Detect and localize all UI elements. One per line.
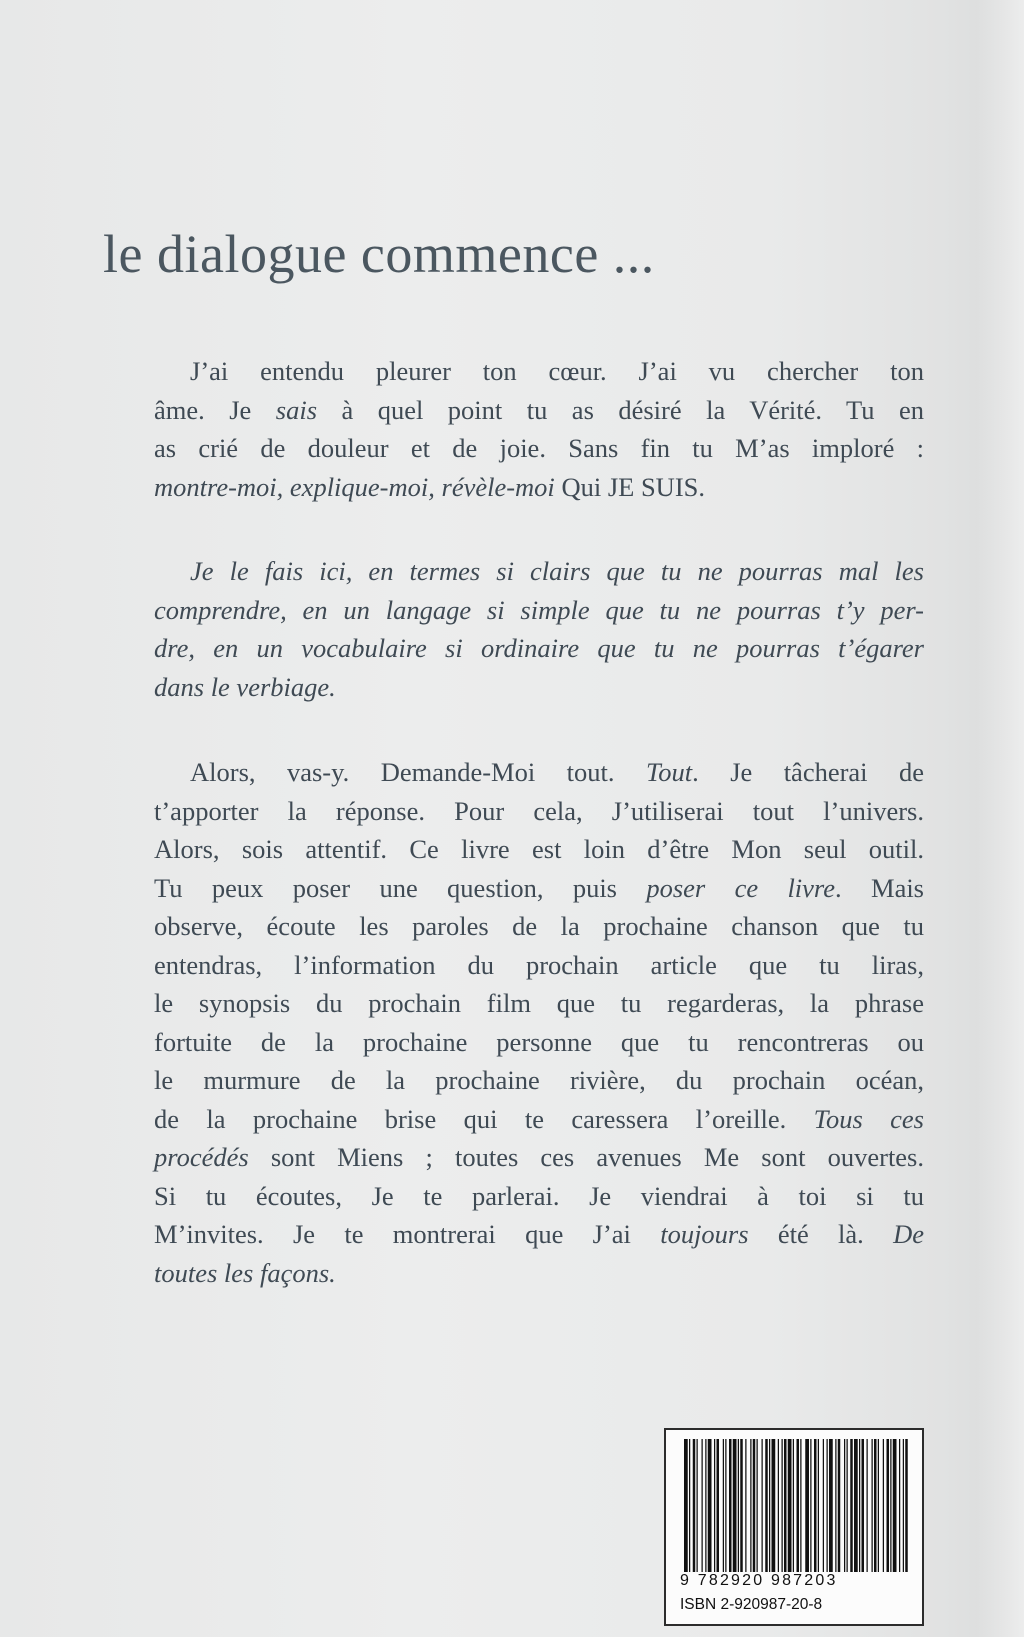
barcode-bar — [810, 1439, 811, 1579]
isbn-number: ISBN 2-920987-20-8 — [680, 1596, 823, 1613]
text-run: le murmure de la prochaine rivière, du prochain océan, — [154, 1065, 924, 1095]
italic-run: toujours — [660, 1219, 749, 1249]
text-run: de la prochaine brise qui te caressera l’oreille. — [154, 1103, 814, 1134]
barcode-bar — [753, 1439, 756, 1579]
italic-run: procédés — [154, 1142, 249, 1172]
text-run: sont Miens ; toutes ces avenues Me sont ouvertes. — [248, 1142, 924, 1172]
barcode-bar — [829, 1439, 833, 1579]
barcode-bar — [862, 1439, 865, 1579]
text-run: M’invites. Je te montrerai que J’ai — [154, 1219, 661, 1249]
barcode-bar — [784, 1439, 787, 1579]
barcode-bar — [838, 1439, 841, 1579]
barcode-bar — [750, 1439, 751, 1579]
barcode-bars — [680, 1439, 912, 1589]
barcode-bar — [844, 1439, 845, 1579]
text-line — [154, 753, 924, 792]
text-run: as crié de douleur et de joie. Sans fin tu M’as imploré : — [154, 433, 924, 463]
barcode-bar — [762, 1439, 763, 1579]
barcode-bar — [847, 1439, 848, 1579]
paragraph-2 — [154, 552, 924, 706]
italic-run: Tous ces — [813, 1103, 924, 1134]
barcode-bar — [765, 1439, 768, 1579]
cover-edge-highlight — [976, 0, 1024, 1637]
text-line — [154, 1023, 924, 1062]
barcode-bar — [708, 1439, 712, 1579]
text-run: Qui JE SUIS. — [554, 471, 706, 502]
italic-run: sais — [275, 394, 318, 425]
barcode-bar — [733, 1439, 737, 1579]
barcode-graphic — [680, 1439, 912, 1589]
text-run: observe, écoute les paroles de la prochaine chanson que tu — [154, 911, 924, 941]
text-line — [154, 429, 924, 468]
isbn-barcode-box — [664, 1428, 924, 1626]
text-line — [154, 946, 924, 985]
barcode-bar — [702, 1439, 703, 1579]
barcode-bar — [717, 1439, 720, 1579]
barcode-bar — [827, 1439, 828, 1579]
text-line — [154, 1100, 924, 1139]
barcode-bar — [797, 1439, 800, 1589]
text-line — [154, 830, 924, 869]
barcode-bar — [782, 1439, 783, 1579]
barcode-bar — [723, 1439, 724, 1579]
text-run: . Mais — [835, 872, 924, 903]
italic-run: dans le verbiage. — [154, 671, 336, 702]
barcode-bar — [814, 1439, 817, 1579]
text-run: Si tu écoutes, Je te parlerai. Je viendrai à toi si tu — [154, 1180, 924, 1211]
text-line — [154, 1177, 924, 1216]
text-run: Alors, sois attentif. Ce livre est loin d’être Mon seul outil. — [154, 834, 924, 864]
barcode-bar — [805, 1439, 809, 1579]
barcode-bar — [893, 1439, 897, 1579]
barcode-bar — [689, 1439, 690, 1579]
barcode-bar — [859, 1439, 860, 1579]
barcode-bar — [693, 1439, 696, 1579]
italic-run: dre, en un vocabulaire si ordinaire que tu ne pourras t’égarer — [154, 633, 924, 663]
text-line — [154, 1215, 924, 1254]
barcode-bar — [788, 1439, 792, 1579]
barcode-bar — [823, 1439, 824, 1579]
barcode-bar — [793, 1439, 794, 1589]
barcode-bar — [740, 1439, 743, 1579]
barcode-bar — [757, 1439, 758, 1579]
text-run: le synopsis du prochain film que tu regarderas, la phrase — [154, 988, 924, 1018]
barcode-bar — [705, 1439, 706, 1579]
barcode-bar — [887, 1439, 890, 1579]
barcode-bar — [850, 1439, 853, 1579]
barcode-bar — [854, 1439, 858, 1579]
text-line — [154, 668, 924, 707]
text-line — [154, 1138, 924, 1177]
text-run: Tu peux poser une question, puis — [154, 872, 647, 903]
text-run: Alors, vas-y. Demande-Moi tout. — [190, 757, 646, 787]
barcode-bar — [714, 1439, 715, 1579]
text-run: . Je tâcherai de — [692, 757, 924, 787]
text-run: J’ai entendu pleurer ton cœur. J’ai vu chercher ton — [190, 356, 924, 386]
barcode-bar — [903, 1439, 904, 1579]
barcode-bar — [772, 1439, 776, 1579]
text-line — [154, 1254, 924, 1293]
barcode-bar — [778, 1439, 779, 1579]
paragraph-3 — [154, 753, 924, 1292]
barcode-bar — [899, 1439, 900, 1579]
text-line — [154, 907, 924, 946]
text-run: t’apporter la réponse. Pour cela, J’utiliserai tout l’univers. — [154, 795, 924, 826]
text-line — [154, 552, 924, 591]
text-line — [154, 468, 924, 507]
barcode-bar — [874, 1439, 877, 1579]
barcode-bar — [684, 1439, 688, 1589]
text-line — [154, 591, 924, 630]
text-line — [154, 869, 924, 908]
text-run: à quel point tu as désiré la Vérité. Tu en — [317, 394, 924, 425]
barcode-bar — [745, 1439, 746, 1579]
barcode-bar — [738, 1439, 739, 1579]
text-run: fortuite de la prochaine personne que tu rencontreras ou — [154, 1026, 924, 1057]
italic-run: toutes les façons. — [154, 1257, 336, 1288]
text-run: entendras, l’information du prochain article que tu liras, — [154, 949, 924, 980]
text-run: âme. Je — [154, 394, 276, 425]
barcode-bar — [872, 1439, 873, 1579]
text-line — [154, 629, 924, 668]
barcode-digits: 9 782920 987203 — [680, 1572, 912, 1590]
text-line — [154, 1061, 924, 1100]
barcode-bar — [883, 1439, 884, 1579]
barcode-bar — [769, 1439, 770, 1579]
text-run: été là. — [748, 1219, 894, 1249]
barcode-bar — [835, 1439, 836, 1579]
italic-run: poser ce livre — [646, 872, 836, 903]
barcode-bar — [890, 1439, 891, 1579]
barcode-bar — [818, 1439, 819, 1579]
italic-run: Tout — [645, 757, 693, 787]
text-line — [154, 391, 924, 430]
text-line — [154, 792, 924, 831]
italic-run: montre-moi, explique-moi, révèle-moi — [154, 471, 555, 502]
cover-title: le dialogue commence ... — [103, 224, 655, 284]
barcode-bar — [878, 1439, 879, 1579]
italic-run: De — [893, 1219, 924, 1249]
barcode-bar — [867, 1439, 868, 1579]
italic-run: comprendre, en un langage si simple que tu ne pourras t’y per- — [154, 594, 924, 625]
text-line — [154, 352, 924, 391]
barcode-bar — [905, 1439, 908, 1589]
barcode-bar — [729, 1439, 732, 1579]
paragraph-1 — [154, 352, 924, 506]
barcode-bar — [800, 1439, 801, 1579]
barcode-bar — [725, 1439, 726, 1579]
barcode-bar — [697, 1439, 698, 1579]
italic-run: Je le fais ici, en termes si clairs que tu ne pourras mal les — [190, 556, 924, 586]
text-line — [154, 984, 924, 1023]
